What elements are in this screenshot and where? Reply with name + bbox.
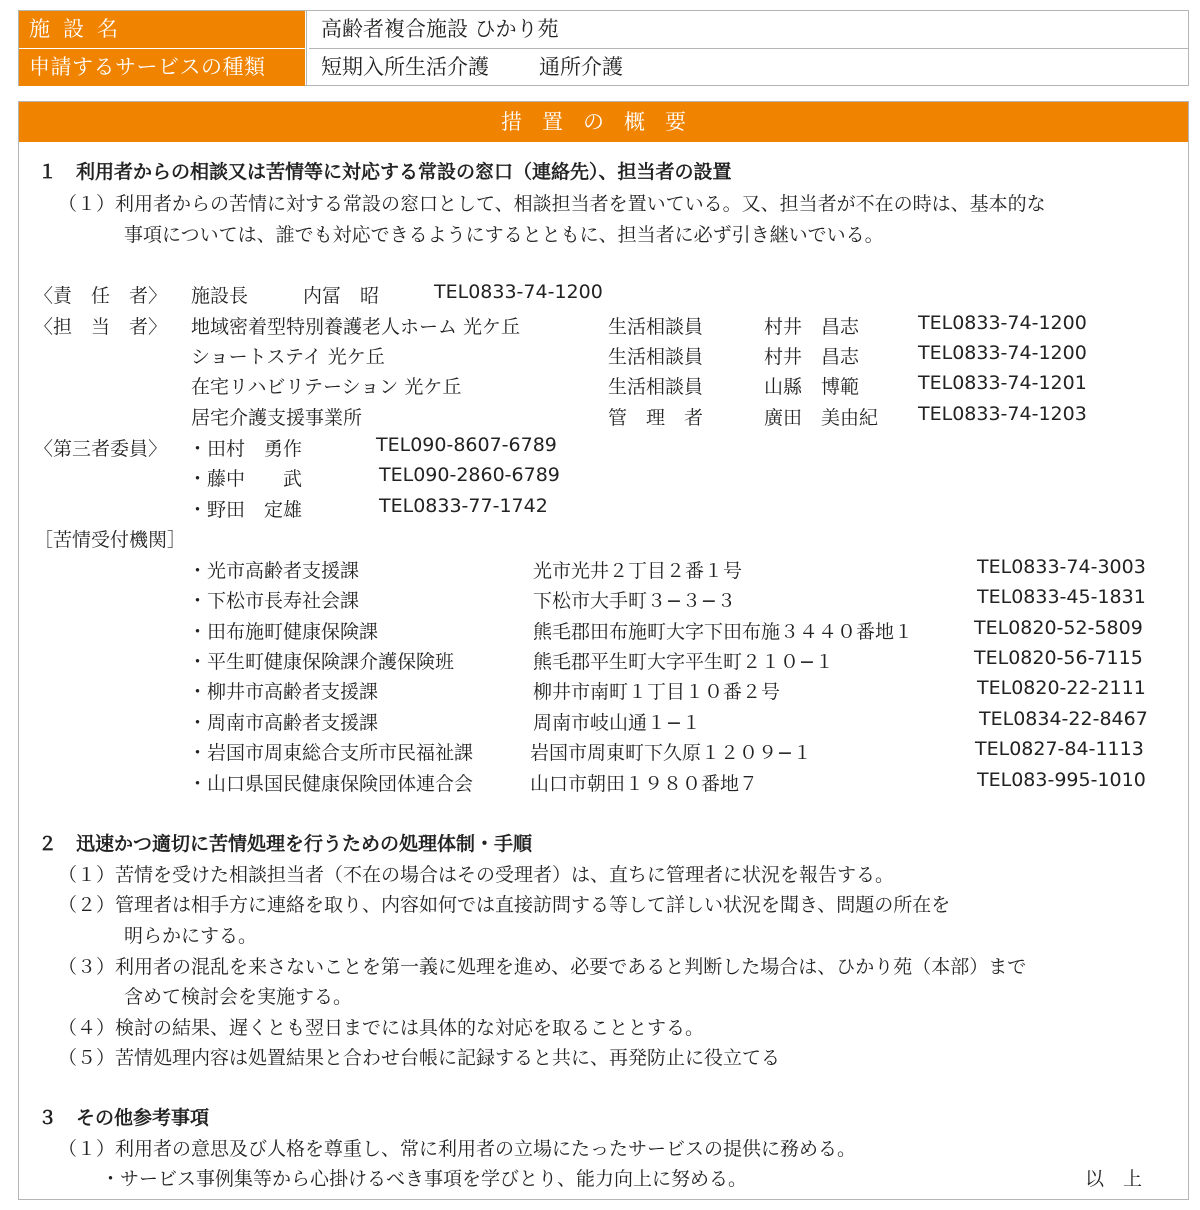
staff-role: 管 理 者 — [608, 407, 704, 429]
section2-item3-line2: 含めて検討会を実施する。 — [124, 986, 353, 1008]
agency-address: 柳井市南町１丁目１０番２号 — [533, 681, 781, 703]
service-type-label: 申請するサービスの種類 — [19, 49, 305, 86]
facility-info-table — [18, 10, 1189, 86]
staff-place: ショートステイ 光ケ丘 — [191, 346, 385, 368]
staff-tel: TEL0833-74-1200 — [918, 312, 1087, 334]
staff-place: 居宅介護支援事業所 — [191, 407, 363, 429]
section3-bullet: ・サービス事例集等から心掛けるべき事項を学びとり、能力向上に努める。 — [101, 1168, 748, 1190]
agency-address: 周南市岐山通１−１ — [533, 712, 701, 734]
section1-heading: １ 利用者からの相談又は苦情等に対応する常設の窓口（連絡先）、担当者の設置 — [38, 161, 732, 183]
staff-place: 在宅リハビリテーション 光ケ丘 — [191, 376, 462, 398]
third-party-name: ・野田 定雄 — [188, 499, 303, 521]
agency-name: ・岩国市周東総合支所市民福祉課 — [188, 742, 474, 764]
staff-label: 〈担 当 者〉 — [34, 316, 168, 338]
responsible-tel: TEL0833-74-1200 — [434, 281, 603, 303]
section2-heading: ２ 迅速かつ適切に苦情処理を行うための処理体制・手順 — [38, 833, 533, 855]
staff-tel: TEL0833-74-1200 — [918, 342, 1087, 364]
section2-item2-line2: 明らかにする。 — [124, 925, 258, 947]
facility-name-label: 施設名 — [19, 11, 305, 48]
staff-role: 生活相談員 — [608, 346, 704, 368]
third-party-name: ・藤中 武 — [188, 468, 303, 490]
staff-name: 山縣 博範 — [764, 376, 860, 398]
agency-name: ・柳井市高齢者支援課 — [188, 681, 379, 703]
third-party-name: ・田村 勇作 — [188, 438, 303, 460]
agency-tel: TEL0833-74-3003 — [977, 556, 1146, 578]
agency-address: 光市光井２丁目２番１号 — [533, 560, 743, 582]
staff-tel: TEL0833-74-1203 — [918, 403, 1087, 425]
staff-name: 村井 昌志 — [764, 316, 860, 338]
staff-name: 廣田 美由紀 — [764, 407, 879, 429]
agency-tel: TEL0834-22-8467 — [979, 708, 1148, 730]
staff-role: 生活相談員 — [608, 376, 704, 398]
agency-address: 熊毛郡田布施町大字下田布施３４４０番地１ — [533, 621, 914, 643]
agency-name: ・山口県国民健康保険団体連合会 — [188, 773, 474, 795]
agency-address: 下松市大手町３−３−３ — [533, 590, 736, 612]
agency-tel: TEL0820-56-7115 — [974, 647, 1143, 669]
agency-tel: TEL0820-22-2111 — [977, 677, 1146, 699]
agency-name: ・周南市高齢者支援課 — [188, 712, 379, 734]
third-party-label: 〈第三者委員〉 — [34, 438, 168, 460]
agency-address: 熊毛郡平生町大字平生町２１０−１ — [533, 651, 834, 673]
agency-address: 山口市朝田１９８０番地７ — [530, 773, 759, 795]
section2-item2-line1: （２）管理者は相手方に連絡を取り、内容如何では直接訪問する等して詳しい状況を聞き、問題の所在を — [58, 894, 951, 916]
service-item-day-care: 通所介護 — [539, 55, 623, 79]
section1-item1-line2: 事項については、誰でも対応できるようにするとともに、担当者に必ず引き継いでいる。 — [124, 224, 884, 246]
service-type-value — [309, 49, 1188, 86]
section2-item3-line1: （３）利用者の混乱を来さないことを第一義に処理を進め、必要であると判断した場合は、ひかり苑（本部）まで — [58, 956, 1027, 978]
third-party-tel: TEL0833-77-1742 — [379, 495, 548, 517]
section1-item1-line1: （１）利用者からの苦情に対する常設の窓口として、相談担当者を置いている。又、担当者が不在の時は、基本的な — [58, 193, 1046, 215]
agency-tel: TEL0827-84-1113 — [975, 738, 1144, 760]
service-item-short-stay: 短期入所生活介護 — [321, 55, 489, 79]
closing-mark: 以 上 — [1085, 1168, 1143, 1190]
section2-item4: （４）検討の結果、遅くとも翌日までには具体的な対応を取ることとする。 — [58, 1017, 705, 1039]
responsible-label: 〈責 任 者〉 — [34, 285, 168, 307]
facility-name-value: 高齢者複合施設 ひかり苑 — [309, 11, 1188, 49]
agency-tel: TEL083-995-1010 — [977, 769, 1146, 791]
section3-item1: （１）利用者の意思及び人格を尊重し、常に利用者の立場にたったサービスの提供に務める。 — [58, 1138, 857, 1160]
staff-name: 村井 昌志 — [764, 346, 860, 368]
staff-tel: TEL0833-74-1201 — [918, 372, 1087, 394]
section2-item5: （５）苦情処理内容は処置結果と合わせ台帳に記録すると共に、再発防止に役立てる — [58, 1047, 781, 1069]
section3-heading: ３ その他参考事項 — [38, 1107, 210, 1129]
agency-name: ・下松市長寿社会課 — [188, 590, 360, 612]
third-party-tel: TEL090-8607-6789 — [376, 434, 557, 456]
agency-tel: TEL0833-45-1831 — [977, 586, 1146, 608]
agency-name: ・光市高齢者支援課 — [188, 560, 360, 582]
third-party-tel: TEL090-2860-6789 — [379, 464, 560, 486]
summary-title: 措置の概要 — [19, 102, 1188, 142]
agency-name: ・田布施町健康保険課 — [188, 621, 379, 643]
section2-item1: （１）苦情を受けた相談担当者（不在の場合はその受理者）は、直ちに管理者に状況を報告する。 — [58, 864, 895, 886]
responsible-title: 施設長 — [191, 285, 249, 307]
staff-role: 生活相談員 — [608, 316, 704, 338]
agency-name: ・平生町健康保険課介護保険班 — [188, 651, 455, 673]
staff-place: 地域密着型特別養護老人ホーム 光ケ丘 — [191, 316, 521, 338]
agency-tel: TEL0820-52-5809 — [974, 617, 1143, 639]
table-divider — [306, 11, 307, 85]
agencies-label: ［苦情受付機関］ — [34, 529, 187, 551]
responsible-name: 内冨 昭 — [303, 285, 380, 307]
agency-address: 岩国市周東町下久原１２０９−１ — [530, 742, 812, 764]
